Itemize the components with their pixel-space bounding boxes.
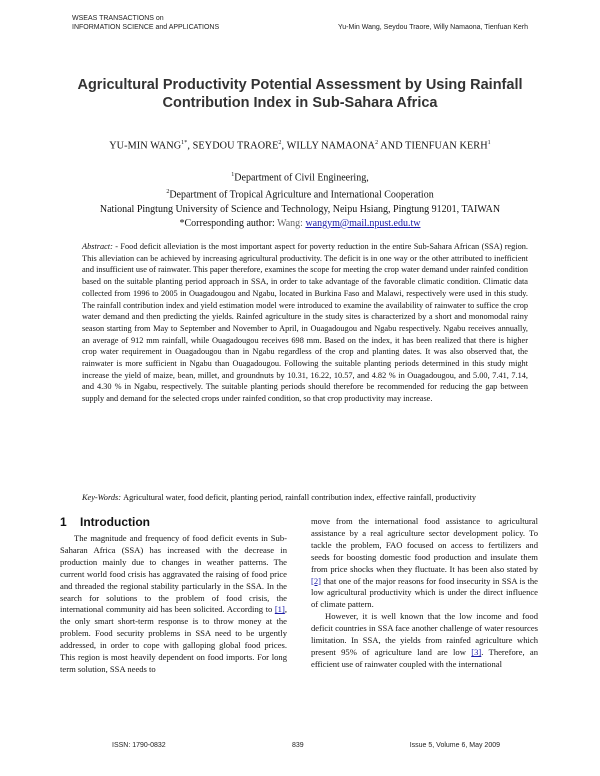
affiliation-3: National Pingtung University of Science and Technology, Neipu Hsiang, Pingtung 91201, TAIWAN xyxy=(99,203,501,215)
paragraph-text: move from the international food assistance to agricultural assistance by a real agriculture sector development policy. To tackle the problem, FAO focused on access to fertilizers and seeds for boosting domestic food production and insulate them from price shocks when they fluctuate. It has been also stated by xyxy=(311,516,538,574)
citation-link[interactable]: [3] xyxy=(471,646,482,657)
email-link[interactable]: wangym@mail.npust.edu.tw xyxy=(305,217,421,229)
section-number: 1 xyxy=(60,515,67,529)
author-name: SEYDOU TRAORE xyxy=(192,140,279,152)
footer-issn: ISSN: 1790-0832 xyxy=(112,742,166,749)
paragraph xyxy=(311,611,538,671)
citation-link[interactable]: [2] xyxy=(311,575,322,586)
abstract-label: Abstract: - xyxy=(82,242,119,251)
author-list: YU-MIN $WANG^{1*}$, SEYDOU TRAORE$^2$, WILLY NAMAONA$^2$ AND TIENFUAN KERH$^1$ xyxy=(109,140,491,152)
paragraph-text: The magnitude and frequency of food deficit events in Sub-Saharan Africa (SSA) has increased with the decrease in production mainly due to changes in weather patterns. The current world food crisis has aggravated the raising of food price and threaded the regional stability particularly in the SSA. In the search for solutions to the problem of food crisis, the international community aid has been solicited. According to xyxy=(60,533,287,615)
paragraph-text: . Therefore, an efficient use of rainwater coupled with the international xyxy=(311,646,539,669)
section-title: Introduction xyxy=(80,515,150,529)
affiliation-mark: 1 xyxy=(231,172,235,178)
author-name: WILLY NAMAONA xyxy=(286,140,376,152)
affiliation-1 xyxy=(40,168,560,185)
affiliation-text: Department of Tropical Agriculture and International Cooperation xyxy=(169,189,434,201)
author-name: YU-MIN WANG xyxy=(109,140,182,152)
running-authors: Yu-Min Wang, Seydou Traore, Willy Namaona, Tienfuan Kerh xyxy=(338,24,528,31)
paper-title xyxy=(60,76,540,112)
footer-issue: Issue 5, Volume 6, May 2009 xyxy=(409,742,500,749)
affiliation-2 xyxy=(40,185,560,202)
author-name: TIENFUAN KERH xyxy=(405,140,488,152)
body-column-left xyxy=(60,533,287,676)
keywords-text: Agricultural water, food deficit, planting period, rainfall contribution index, effective rainfall, productivity xyxy=(123,493,477,502)
abstract-text: Food deficit alleviation is the most important aspect for poverty reduction in the entire Sub-Sahara African (SSA) region. This alleviation can be achieved by increasing agricultural productivity. The deficit is in one way or the other attributed to inefficient and insufficient use of rainwater. This paper therefore, examines the scope for meeting the crop water demand under rainfed condition based on the suitable planting period approach in SSA, in order to take advantage of the favorable climatic condition. Climatic data collected from 1996 to 2005 in Ouagadougou and Ngabu, located in Burkina Faso and Malawi, respectively were used in this study. The rainfall contribution index and yield estimation model were introduced to examine the availability of rainwater to suffice the crop water demand and then predicting the yields. Rainfed agriculture in the study sites is characterized by a short and monomodal rainy season starting from May to September and November to April, in Ouagadougou and Ngabu respectively. Ngabu receives annually, an average of 912 mm rainfall, while Ouagadougou receives 698 mm. Based on the index, it has been realized that there is higher crop water requirement in Ouagadougou than in Ngabu regardless of the crop and planting dates. It was also observed that, the rainwater is more sufficient in Ngabu than Ouagadougou. Following the suitable planting periods determined in this study might increase the yield of maize, bean, millet, and groundnuts by 10.31, 16.22, 10.57, and 4.82 % in Ouagadougou, and 5.00, 7.41, 7.14, and 4.30 % in Ngabu, respectively. The suitable planting periods should therefore be recommended for reducing the gap between supply and demand for the selected crops under rainfed condition, so that crop productivity may increase. xyxy=(82,242,528,404)
abstract xyxy=(82,241,528,405)
title-line-2: Contribution Index in Sub-Sahara Africa xyxy=(162,95,438,111)
title-line-1: Agricultural Productivity Potential Assessment by Using Rainfall xyxy=(77,77,523,93)
paragraph-text: , the only smart short-term response is to throw money at the problem. Food security problems in SSA need to be urgently addressed, in order to cope with galloping global food prices. This region is most heavily dependent on food imports. For long term solution, SSA needs to xyxy=(60,604,287,674)
author-and: AND xyxy=(380,140,403,152)
citation-link[interactable]: [1] xyxy=(274,604,285,615)
keywords xyxy=(82,492,528,504)
affiliations xyxy=(40,168,560,231)
corresponding-label: *Corresponding author: xyxy=(179,217,275,229)
affiliation-mark: 2 xyxy=(166,189,170,196)
author-mark: 1* xyxy=(181,140,188,146)
journal-header xyxy=(72,14,219,32)
affiliation-text: Department of Civil Engineering, xyxy=(234,172,369,184)
paragraph xyxy=(60,533,287,676)
body-column-right xyxy=(311,516,538,671)
footer-page-number: 839 xyxy=(292,742,304,749)
keywords-label: Key-Words: xyxy=(82,493,122,502)
paragraph-text: However, it is well known that the low income and food deficit countries in SSA face another challenge of water resources limitation. In SSA, the yields from rainfed agriculture which present 95% of agriculture land are low xyxy=(311,611,538,657)
corresponding-name: Wang: xyxy=(277,217,303,229)
author-mark: 1 xyxy=(487,140,491,146)
journal-name-line1: WSEAS TRANSACTIONS on xyxy=(72,15,164,22)
author-mark: 2 xyxy=(278,140,282,146)
paragraph xyxy=(311,516,538,611)
author-mark: 2 xyxy=(375,140,379,146)
section-heading xyxy=(60,515,150,529)
corresponding-author xyxy=(40,217,560,231)
paragraph-text: that one of the major reasons for food insecurity in SSA is the low agricultural productivity which is under the direct influence of climate pattern. xyxy=(311,575,538,610)
journal-name-line2: INFORMATION SCIENCE and APPLICATIONS xyxy=(72,24,220,31)
